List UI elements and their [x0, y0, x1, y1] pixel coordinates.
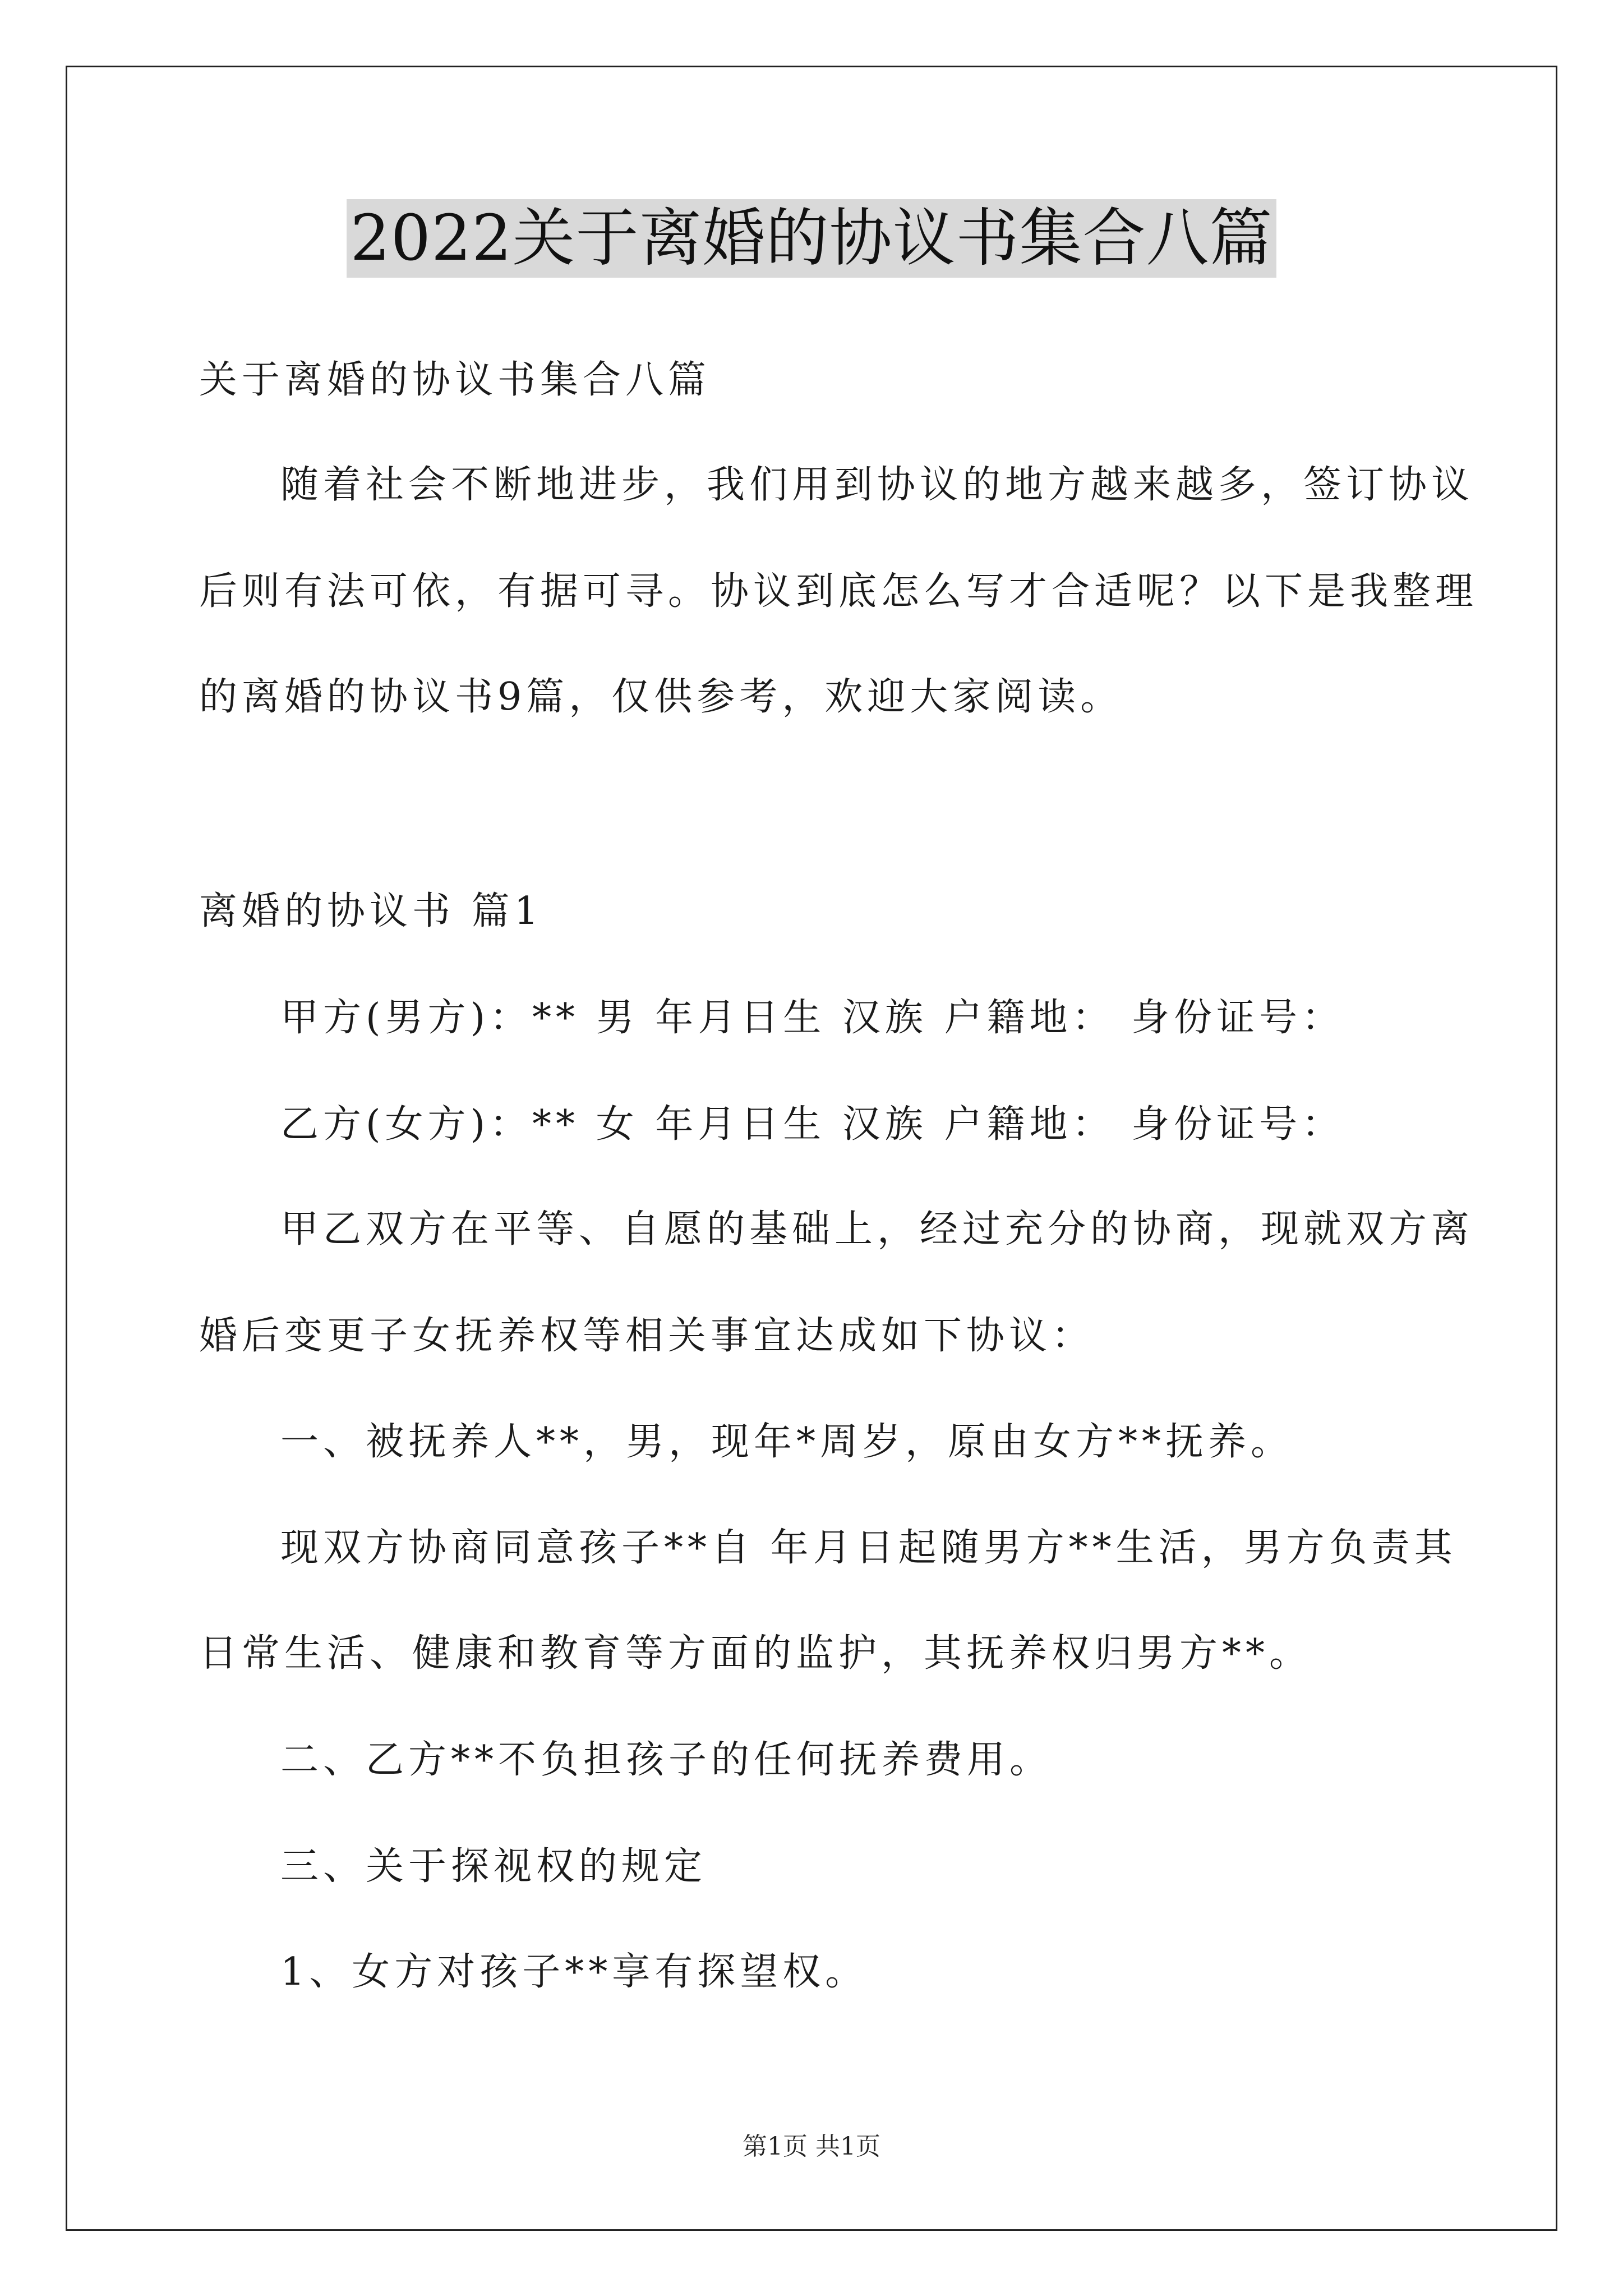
paragraph-line: 甲乙双方在平等、自愿的基础上，经过充分的协商，现就双方离: [280, 1207, 1474, 1251]
clause-line: 1、女方对孩子**享有探望权。: [280, 1950, 868, 1994]
subtitle-line: 关于离婚的协议书集合八篇: [199, 358, 711, 402]
clause-heading: 三、关于探视权的规定: [280, 1844, 707, 1889]
paragraph-line: 现双方协商同意孩子**自 年月日起随男方**生活，男方负责其: [280, 1526, 1457, 1570]
paragraph-line: 日常生活、健康和教育等方面的监护，其抚养权归男方**。: [199, 1631, 1312, 1676]
party-b-line: 乙方(女方)：** 女 年月日生 汉族 户籍地： 身份证号：: [280, 1102, 1345, 1147]
title-container: [0, 199, 1623, 278]
paragraph-line: 的离婚的协议书9篇，仅供参考，欢迎大家阅读。: [199, 675, 1123, 719]
document-title: 2022关于离婚的协议书集合八篇: [347, 199, 1276, 278]
section-heading: 离婚的协议书 篇1: [199, 889, 543, 933]
page-number-footer: 第1页 共1页: [743, 2132, 880, 2161]
clause-line: 一、被抚养人**，男，现年*周岁，原由女方**抚养。: [280, 1420, 1294, 1464]
paragraph-line: 婚后变更子女抚养权等相关事宜达成如下协议：: [199, 1314, 1095, 1358]
party-a-line: 甲方(男方)：** 男 年月日生 汉族 户籍地： 身份证号：: [280, 996, 1345, 1040]
clause-line: 二、乙方**不负担孩子的任何抚养费用。: [280, 1738, 1053, 1782]
paragraph-line: 随着社会不断地进步，我们用到协议的地方越来越多，签订协议: [280, 463, 1474, 507]
paragraph-line: 后则有法可依，有据可寻。协议到底怎么写才合适呢？以下是我整理: [199, 569, 1478, 614]
